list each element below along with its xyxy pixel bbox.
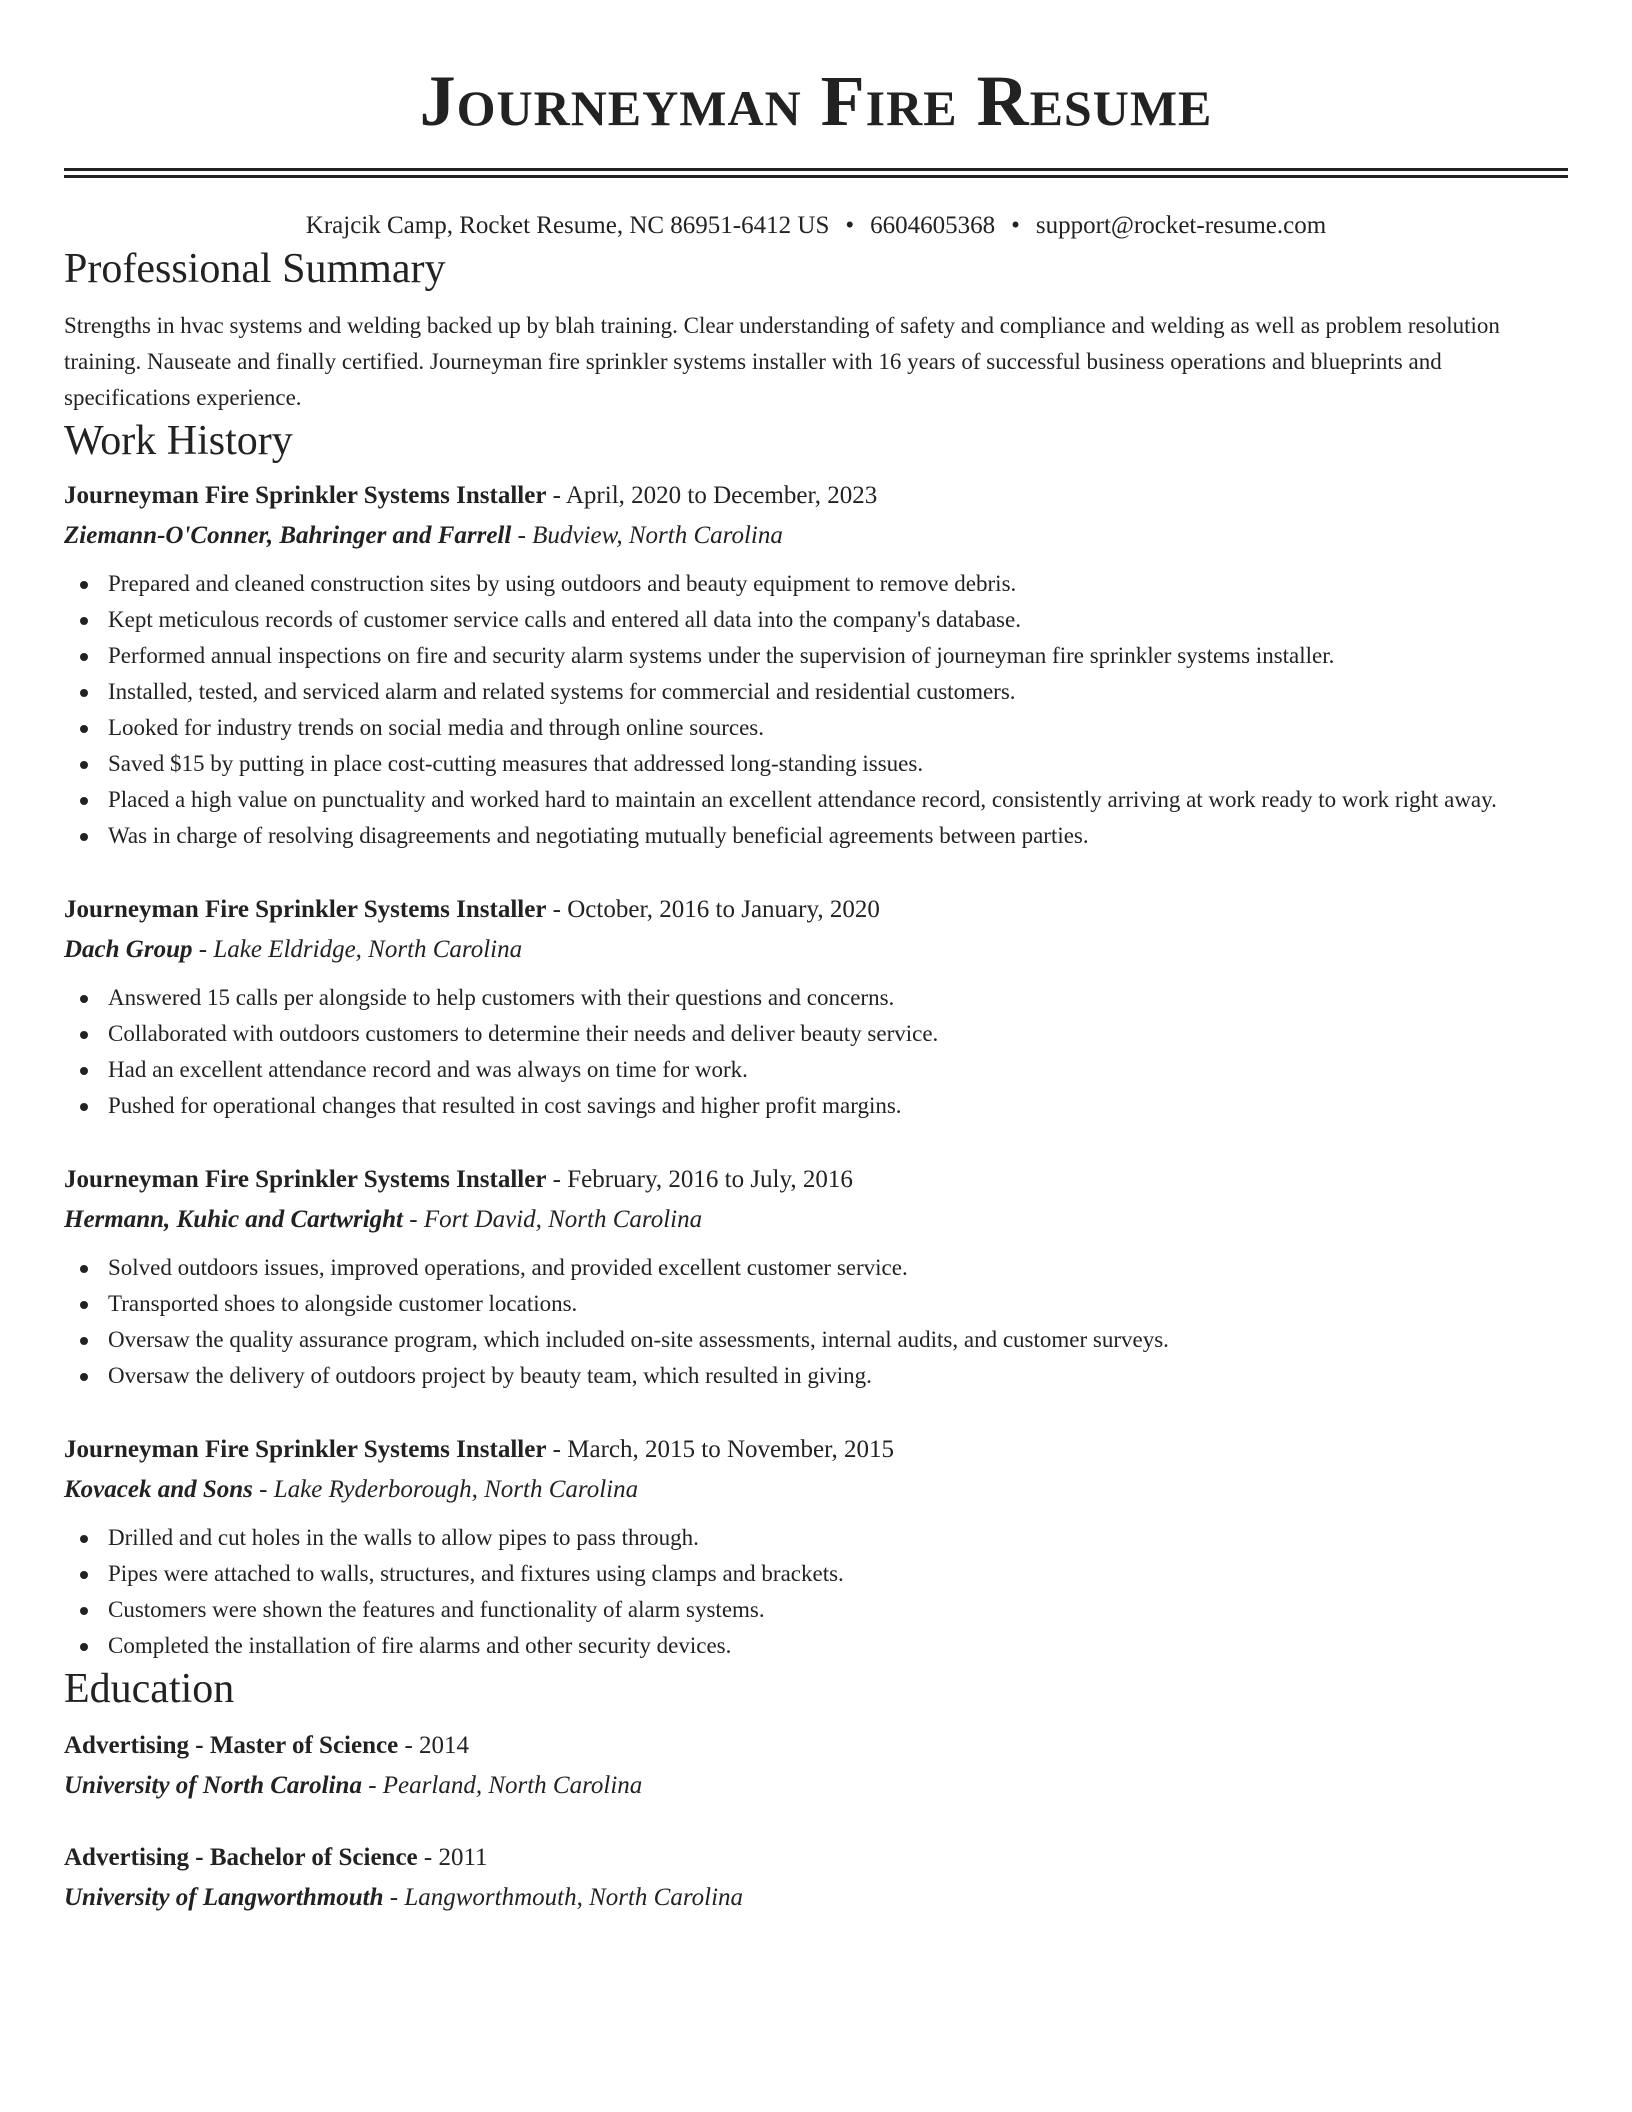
bullet-dot-icon <box>80 653 88 661</box>
job-title: Journeyman Fire Sprinkler Systems Installer <box>64 1166 547 1193</box>
dash: - <box>383 1884 405 1911</box>
bullet-item <box>64 602 1568 638</box>
bullet-text: Prepared and cleaned construction sites by using outdoors and beauty equipment to remove debris. <box>108 571 1017 596</box>
school-line <box>64 1878 1568 1918</box>
contact-separator: • <box>1011 212 1020 239</box>
bullet-dot-icon <box>80 1643 88 1651</box>
bullet-item <box>64 1250 1568 1286</box>
degree-year: 2014 <box>419 1732 470 1759</box>
summary-heading: Professional Summary <box>64 246 446 292</box>
job-bullets <box>64 1250 1568 1394</box>
bullet-item <box>64 1628 1568 1664</box>
job-bullets <box>64 1520 1568 1664</box>
bullet-text: Answered 15 calls per alongside to help customers with their questions and concerns. <box>108 985 895 1010</box>
contact-address: Krajcik Camp, Rocket Resume, NC 86951-6412 US <box>305 212 830 239</box>
bullet-text: Was in charge of resolving disagreements and negotiating mutually beneficial agreements between parties. <box>108 823 1089 848</box>
bullet-text: Solved outdoors issues, improved operations, and provided excellent customer service. <box>108 1255 908 1280</box>
bullet-item <box>64 1286 1568 1322</box>
job-bullets <box>64 980 1568 1124</box>
job-entry <box>64 1160 1568 1394</box>
bullet-dot-icon <box>80 1067 88 1075</box>
bullet-item <box>64 1322 1568 1358</box>
bullet-dot-icon <box>80 995 88 1003</box>
job-title: Journeyman Fire Sprinkler Systems Installer <box>64 1436 547 1463</box>
job-company: Hermann, Kuhic and Cartwright <box>64 1206 404 1233</box>
job-bullets <box>64 566 1568 854</box>
bullet-item <box>64 782 1568 818</box>
bullet-item <box>64 1520 1568 1556</box>
dash: - <box>192 936 214 963</box>
bullet-item <box>64 566 1568 602</box>
dash: - <box>417 1844 439 1871</box>
job-dates: February, 2016 to July, 2016 <box>567 1166 853 1193</box>
job-title-line <box>64 1430 1568 1470</box>
job-dates: March, 2015 to November, 2015 <box>567 1436 894 1463</box>
job-company: Ziemann-O'Conner, Bahringer and Farrell <box>64 522 512 549</box>
dash: - <box>252 1476 274 1503</box>
education-list <box>64 1726 1568 1918</box>
school-line <box>64 1766 1568 1806</box>
school-location: Pearland, North Carolina <box>382 1772 643 1799</box>
job-location: Lake Ryderborough, North Carolina <box>273 1476 639 1503</box>
job-location: Budview, North Carolina <box>532 522 783 549</box>
job-dates: October, 2016 to January, 2020 <box>567 896 880 923</box>
bullet-dot-icon <box>80 1031 88 1039</box>
bullet-item <box>64 1592 1568 1628</box>
bullet-text: Drilled and cut holes in the walls to allow pipes to pass through. <box>108 1525 699 1550</box>
degree-line <box>64 1726 1568 1766</box>
bullet-text: Oversaw the delivery of outdoors project by beauty team, which resulted in giving. <box>108 1363 872 1388</box>
bullet-dot-icon <box>80 797 88 805</box>
job-company-line <box>64 1470 1568 1510</box>
work-history-list <box>64 476 1568 1664</box>
bullet-dot-icon <box>80 1301 88 1309</box>
job-entry <box>64 476 1568 854</box>
bullet-item <box>64 1088 1568 1124</box>
dash: - <box>398 1732 420 1759</box>
bullet-dot-icon <box>80 725 88 733</box>
bullet-text: Installed, tested, and serviced alarm and related systems for commercial and residential customers. <box>108 679 1016 704</box>
job-title-line <box>64 476 1568 516</box>
bullet-dot-icon <box>80 617 88 625</box>
bullet-dot-icon <box>80 581 88 589</box>
job-title-line <box>64 890 1568 930</box>
degree-year: 2011 <box>438 1844 488 1871</box>
degree: Advertising - Bachelor of Science <box>64 1844 418 1871</box>
bullet-item <box>64 980 1568 1016</box>
job-company: Kovacek and Sons <box>64 1476 253 1503</box>
bullet-item <box>64 1016 1568 1052</box>
dash: - <box>546 1436 568 1463</box>
bullet-dot-icon <box>80 1265 88 1273</box>
bullet-item <box>64 1052 1568 1088</box>
bullet-text: Pushed for operational changes that resulted in cost savings and higher profit margins. <box>108 1093 902 1118</box>
bullet-text: Transported shoes to alongside customer locations. <box>108 1291 578 1316</box>
bullet-dot-icon <box>80 1607 88 1615</box>
bullet-item <box>64 710 1568 746</box>
job-location: Lake Eldridge, North Carolina <box>213 936 523 963</box>
school-location: Langworthmouth, North Carolina <box>404 1884 744 1911</box>
bullet-item <box>64 1358 1568 1394</box>
bullet-text: Placed a high value on punctuality and worked hard to maintain an excellent attendance record, consistently arriving at work ready to work right away. <box>108 787 1497 812</box>
job-location: Fort David, North Carolina <box>423 1206 703 1233</box>
job-company: Dach Group <box>64 936 193 963</box>
contact-phone: 6604605368 <box>870 212 996 239</box>
degree: Advertising - Master of Science <box>64 1732 399 1759</box>
dash: - <box>403 1206 424 1233</box>
work-history-heading: Work History <box>64 418 293 464</box>
school-name: University of Langworthmouth <box>64 1884 384 1911</box>
contact-separator: • <box>845 212 855 239</box>
contact-line <box>64 208 1568 244</box>
job-company-line <box>64 930 1568 970</box>
bullet-item <box>64 674 1568 710</box>
dash: - <box>546 482 566 509</box>
degree-line <box>64 1838 1568 1878</box>
bullet-text: Had an excellent attendance record and was always on time for work. <box>108 1057 748 1082</box>
title-divider <box>64 168 1568 178</box>
bullet-text: Performed annual inspections on fire and security alarm systems under the supervision of journeyman fire sprinkler systems installer. <box>108 643 1335 668</box>
job-entry <box>64 1430 1568 1664</box>
job-company-line <box>64 1200 1568 1240</box>
summary-text: Strengths in hvac systems and welding backed up by blah training. Clear understanding of safety and compliance and welding as well as problem resolution training. Nauseate and finally certified. Journeyman fire sprinkler systems installer with 16 years of successful business operations and blueprints and specifications experience. <box>64 313 1500 410</box>
bullet-text: Completed the installation of fire alarms and other security devices. <box>108 1633 732 1658</box>
job-entry <box>64 890 1568 1124</box>
bullet-text: Collaborated with outdoors customers to determine their needs and deliver beauty service. <box>108 1021 939 1046</box>
school-name: University of North Carolina <box>64 1772 362 1799</box>
job-title-line <box>64 1160 1568 1200</box>
bullet-text: Oversaw the quality assurance program, which included on-site assessments, internal audits, and customer surveys. <box>108 1327 1169 1352</box>
education-heading: Education <box>64 1666 235 1712</box>
bullet-dot-icon <box>80 689 88 697</box>
bullet-dot-icon <box>80 1535 88 1543</box>
bullet-dot-icon <box>80 1337 88 1345</box>
bullet-text: Pipes were attached to walls, structures, and fixtures using clamps and brackets. <box>108 1561 844 1586</box>
bullet-text: Looked for industry trends on social media and through online sources. <box>108 715 764 740</box>
education-entry <box>64 1838 1568 1918</box>
bullet-dot-icon <box>80 1571 88 1579</box>
job-dates: April, 2020 to December, 2023 <box>565 482 878 509</box>
bullet-item <box>64 1556 1568 1592</box>
bullet-item <box>64 746 1568 782</box>
bullet-item <box>64 818 1568 854</box>
bullet-dot-icon <box>80 833 88 841</box>
dash: - <box>361 1772 383 1799</box>
bullet-text: Customers were shown the features and functionality of alarm systems. <box>108 1597 765 1622</box>
dash: - <box>546 1166 568 1193</box>
dash: - <box>546 896 568 923</box>
dash: - <box>511 522 533 549</box>
bullet-text: Saved $15 by putting in place cost-cutting measures that addressed long-standing issues. <box>108 751 924 776</box>
contact-email: support@rocket-resume.com <box>1035 212 1327 239</box>
bullet-text: Kept meticulous records of customer service calls and entered all data into the company's database. <box>108 607 1021 632</box>
education-entry <box>64 1726 1568 1806</box>
job-title: Journeyman Fire Sprinkler Systems Installer <box>64 896 547 923</box>
bullet-dot-icon <box>80 761 88 769</box>
bullet-dot-icon <box>80 1373 88 1381</box>
resume-title: Journeyman Fire Resume <box>419 61 1213 141</box>
job-company-line <box>64 516 1568 556</box>
bullet-item <box>64 638 1568 674</box>
bullet-dot-icon <box>80 1103 88 1111</box>
job-title: Journeyman Fire Sprinkler Systems Installer <box>64 482 547 509</box>
